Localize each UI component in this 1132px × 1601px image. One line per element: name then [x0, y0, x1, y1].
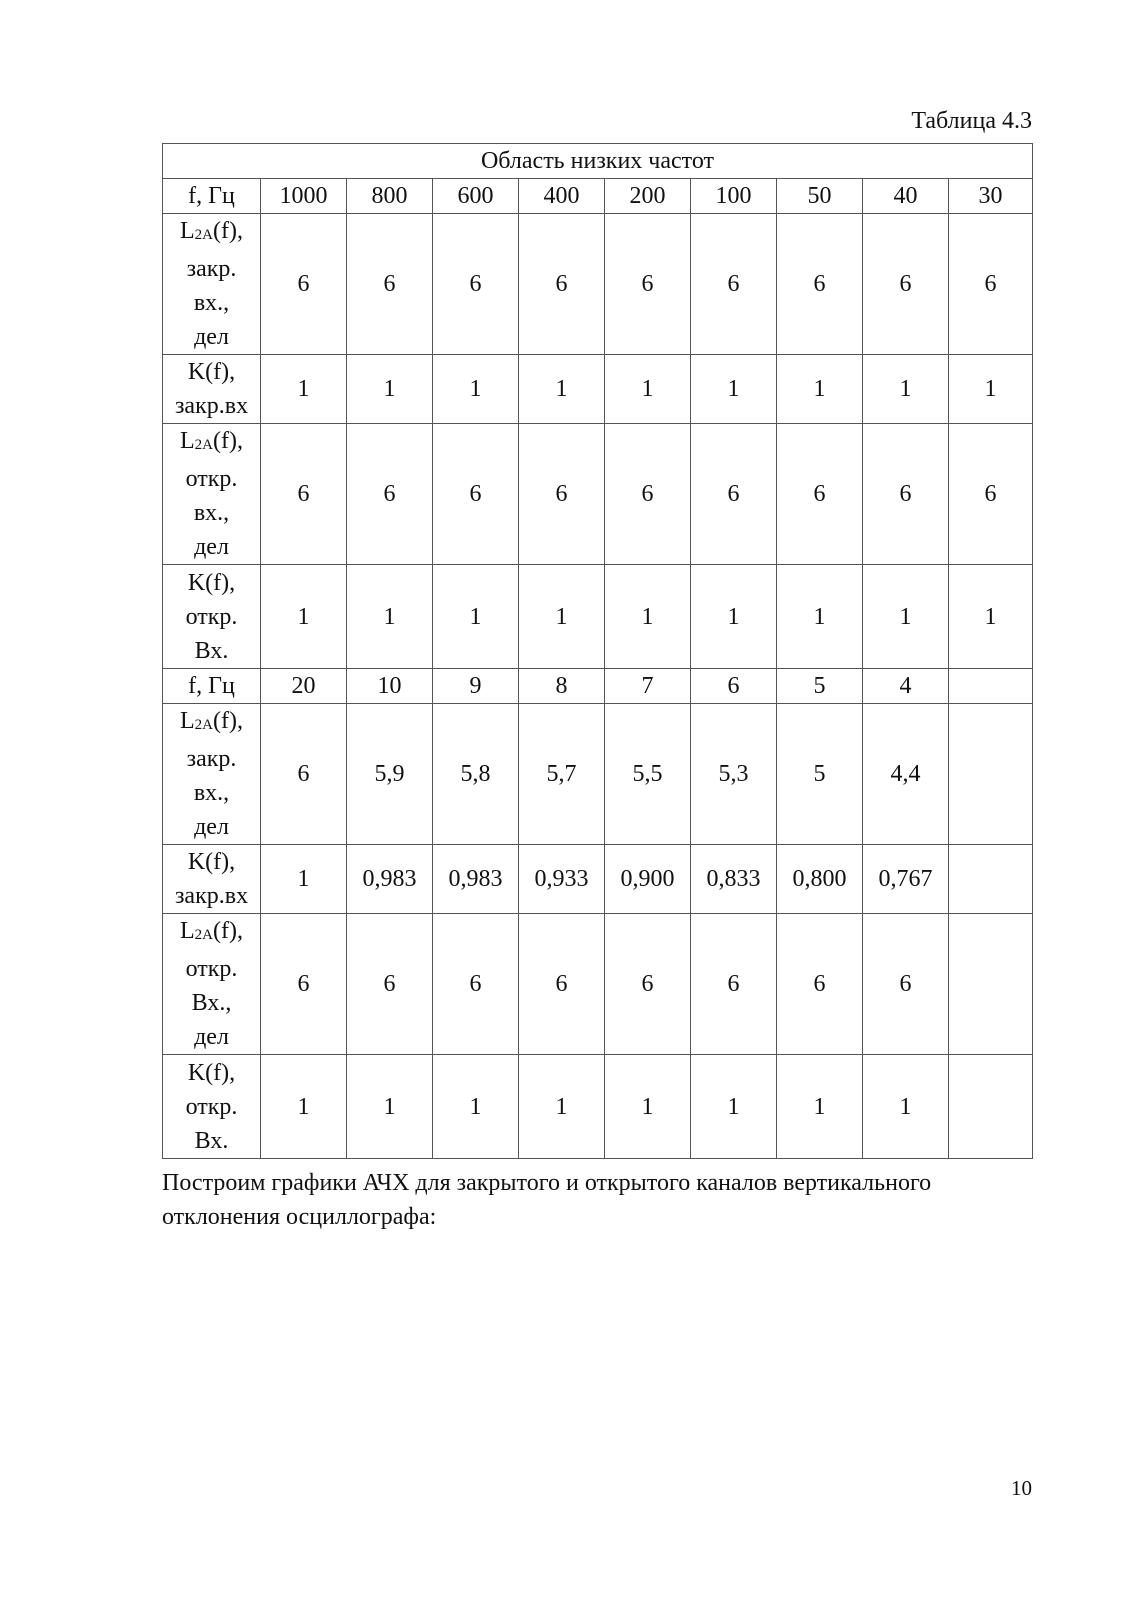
row-label-line: Вх.: [194, 637, 229, 664]
value-cell: 6: [863, 424, 949, 565]
label-subscript: 2A: [194, 717, 214, 733]
table-caption: Таблица 4.3: [911, 108, 1032, 134]
row-label-line: [163, 424, 260, 462]
value-cell: 6: [691, 214, 777, 355]
value-cell: 6: [261, 424, 347, 565]
row-label-line: дел: [194, 324, 229, 350]
label-symbol: L: [180, 428, 195, 454]
value-cell: 6: [605, 914, 691, 1055]
value-cell: 6: [261, 914, 347, 1055]
row-label-line: откр.: [185, 1093, 238, 1120]
row-label: [163, 355, 261, 424]
row-label-line: K(f),: [187, 1059, 236, 1086]
frequency-cell: 10: [347, 669, 433, 704]
table-row: [163, 914, 1033, 1055]
value-cell: 1: [605, 565, 691, 669]
row-label-line: Вх.: [194, 1127, 229, 1154]
value-cell: 5,8: [433, 704, 519, 845]
value-cell: 1: [519, 565, 605, 669]
value-cell: 6: [863, 214, 949, 355]
value-cell: 6: [261, 704, 347, 845]
row-label: [163, 565, 261, 669]
frequency-cell: 600: [433, 179, 519, 214]
value-cell: 6: [433, 424, 519, 565]
frequency-cell: 6: [691, 669, 777, 704]
row-label-line: [163, 704, 260, 742]
frequency-cell: [949, 669, 1033, 704]
frequency-cell: 400: [519, 179, 605, 214]
value-cell: 6: [433, 914, 519, 1055]
value-cell: 1: [519, 1055, 605, 1159]
frequency-cell: 200: [605, 179, 691, 214]
row-label: [163, 845, 261, 914]
table-row: [163, 424, 1033, 565]
value-cell: 0,933: [519, 845, 605, 914]
body-paragraph: Построим графики АЧХ для закрытого и открытого каналов вертикального отклонения осциллографа:: [162, 1170, 932, 1230]
value-cell: 6: [261, 214, 347, 355]
value-cell: 1: [691, 1055, 777, 1159]
frequency-cell: 800: [347, 179, 433, 214]
value-cell: 5,7: [519, 704, 605, 845]
value-cell: 0,800: [777, 845, 863, 914]
value-cell: 5,5: [605, 704, 691, 845]
value-cell: 0,983: [347, 845, 433, 914]
row-label: [163, 914, 261, 1055]
value-cell: 1: [949, 565, 1033, 669]
frequency-cell: 5: [777, 669, 863, 704]
value-cell: 4,4: [863, 704, 949, 845]
value-cell: 0,767: [863, 845, 949, 914]
value-cell: [949, 914, 1033, 1055]
value-cell: 1: [777, 355, 863, 424]
value-cell: 6: [347, 914, 433, 1055]
value-cell: 1: [347, 355, 433, 424]
row-label-line: вх.,: [193, 290, 230, 316]
value-cell: 6: [777, 914, 863, 1055]
table-row: [163, 704, 1033, 845]
row-label: [163, 214, 261, 355]
value-cell: 6: [347, 214, 433, 355]
value-cell: 6: [605, 424, 691, 565]
row-label-line: дел: [194, 814, 229, 840]
value-cell: 6: [777, 214, 863, 355]
value-cell: 6: [605, 214, 691, 355]
frequency-cell: 4: [863, 669, 949, 704]
row-label-line: K(f),: [187, 569, 236, 596]
table-header: Область низких частот: [163, 144, 1033, 179]
row-label-line: откр.: [185, 466, 238, 492]
value-cell: 1: [261, 355, 347, 424]
value-cell: 1: [433, 565, 519, 669]
label-suffix: (f),: [213, 708, 243, 734]
value-cell: 1: [261, 565, 347, 669]
value-cell: 5,9: [347, 704, 433, 845]
value-cell: 1: [347, 1055, 433, 1159]
row-label-line: [163, 914, 260, 952]
value-cell: 1: [433, 355, 519, 424]
value-cell: 1: [261, 1055, 347, 1159]
value-cell: 1: [347, 565, 433, 669]
row-label-line: дел: [194, 534, 229, 560]
value-cell: 1: [863, 565, 949, 669]
frequency-cell: 9: [433, 669, 519, 704]
label-symbol: L: [180, 708, 195, 734]
frequency-cell: 20: [261, 669, 347, 704]
value-cell: [949, 704, 1033, 845]
value-cell: [949, 845, 1033, 914]
label-symbol: L: [180, 918, 195, 944]
label-subscript: 2A: [194, 227, 214, 243]
low-frequency-table: [162, 143, 1033, 1159]
frequency-label: f, Гц: [163, 179, 261, 214]
value-cell: 6: [519, 214, 605, 355]
value-cell: 1: [863, 1055, 949, 1159]
row-label-line: дел: [194, 1024, 229, 1050]
label-subscript: 2A: [194, 437, 214, 453]
row-label-line: K(f),: [187, 359, 236, 385]
frequency-row: [163, 669, 1033, 704]
frequency-row: [163, 179, 1033, 214]
value-cell: 5: [777, 704, 863, 845]
label-suffix: (f),: [213, 918, 243, 944]
row-label-line: вх.,: [193, 500, 230, 526]
value-cell: 1: [605, 1055, 691, 1159]
row-label-line: закр.вх: [174, 393, 249, 419]
row-label-line: закр.: [186, 746, 237, 772]
value-cell: 1: [261, 845, 347, 914]
value-cell: 6: [949, 214, 1033, 355]
value-cell: 6: [519, 424, 605, 565]
value-cell: 1: [433, 1055, 519, 1159]
row-label-line: откр.: [185, 603, 238, 630]
frequency-cell: 100: [691, 179, 777, 214]
row-label-line: откр.: [185, 956, 238, 982]
value-cell: 1: [949, 355, 1033, 424]
value-cell: 6: [691, 914, 777, 1055]
value-cell: 1: [777, 565, 863, 669]
value-cell: 6: [949, 424, 1033, 565]
frequency-cell: 8: [519, 669, 605, 704]
value-cell: 0,833: [691, 845, 777, 914]
row-label-line: [163, 214, 260, 252]
frequency-cell: 7: [605, 669, 691, 704]
value-cell: 1: [519, 355, 605, 424]
table-row: [163, 214, 1033, 355]
label-suffix: (f),: [213, 428, 243, 454]
row-label: [163, 1055, 261, 1159]
row-label-line: закр.вх: [174, 883, 249, 909]
label-symbol: L: [180, 218, 195, 244]
label-subscript: 2A: [194, 927, 214, 943]
frequency-cell: 30: [949, 179, 1033, 214]
value-cell: 6: [347, 424, 433, 565]
value-cell: 6: [433, 214, 519, 355]
table-row: [163, 845, 1033, 914]
value-cell: 6: [777, 424, 863, 565]
frequency-cell: 50: [777, 179, 863, 214]
value-cell: 1: [777, 1055, 863, 1159]
row-label-line: Вх.,: [191, 990, 232, 1016]
page-number: 10: [1011, 1476, 1032, 1500]
row-label-line: закр.: [186, 256, 237, 282]
row-label: [163, 424, 261, 565]
frequency-cell: 40: [863, 179, 949, 214]
value-cell: 1: [691, 565, 777, 669]
row-label: [163, 704, 261, 845]
value-cell: 5,3: [691, 704, 777, 845]
table-row: [163, 355, 1033, 424]
frequency-cell: 1000: [261, 179, 347, 214]
value-cell: 0,983: [433, 845, 519, 914]
row-label-line: K(f),: [187, 849, 236, 875]
value-cell: 6: [691, 424, 777, 565]
value-cell: 1: [605, 355, 691, 424]
value-cell: 0,900: [605, 845, 691, 914]
value-cell: 6: [863, 914, 949, 1055]
frequency-label: f, Гц: [163, 669, 261, 704]
value-cell: [949, 1055, 1033, 1159]
row-label-line: вх.,: [193, 780, 230, 806]
value-cell: 1: [863, 355, 949, 424]
value-cell: 6: [519, 914, 605, 1055]
value-cell: 1: [691, 355, 777, 424]
table-row: [163, 1055, 1033, 1159]
label-suffix: (f),: [213, 218, 243, 244]
table-row: [163, 565, 1033, 669]
